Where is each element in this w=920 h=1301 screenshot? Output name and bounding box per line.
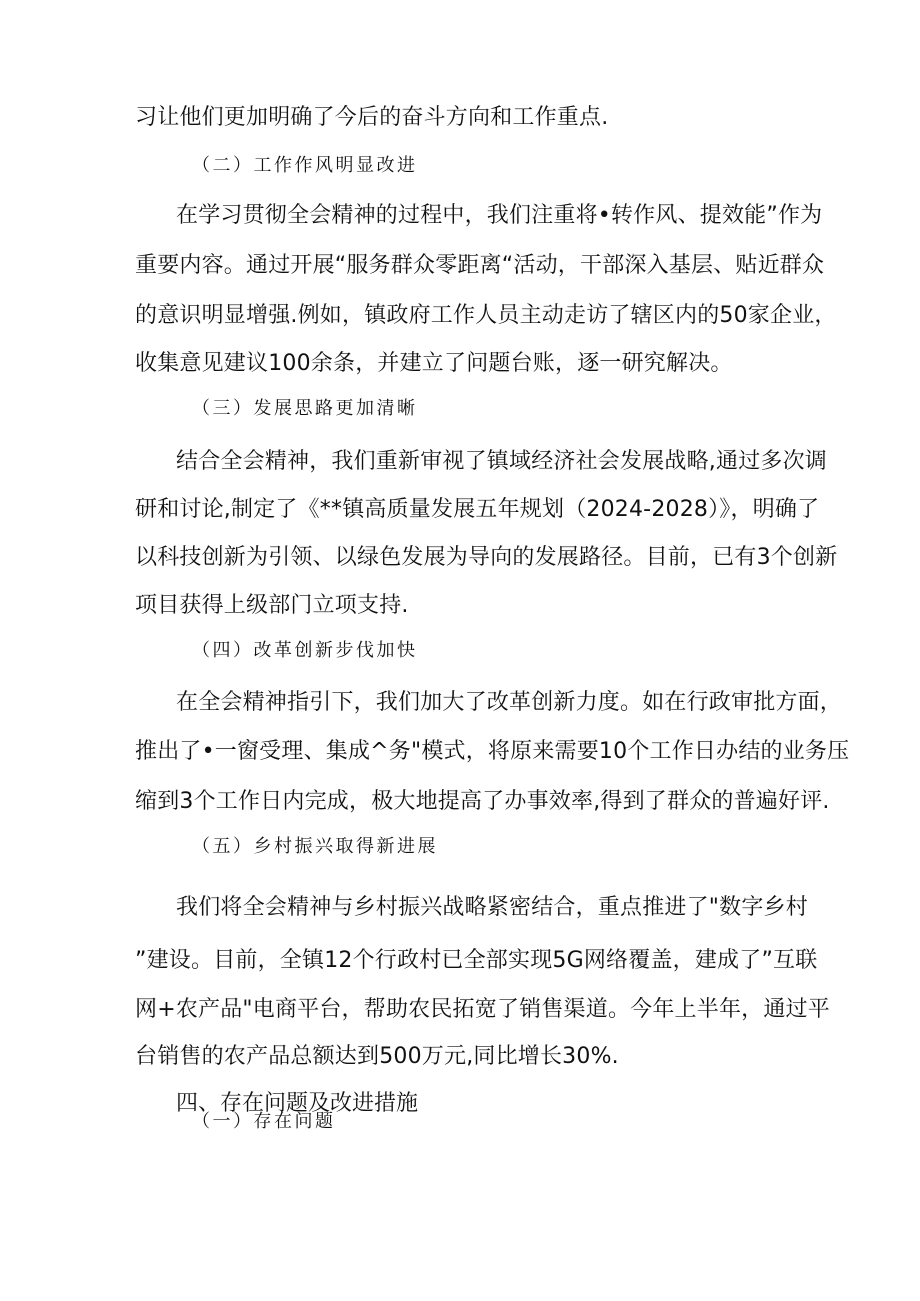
paragraph-line: 我们将全会精神与乡村振兴战略紧密结合，重点推进了"数字乡村	[176, 895, 808, 920]
paragraph-line: 收集意见建议100余条，并建立了问题台账，逐一研究解决。	[135, 351, 733, 376]
paragraph-line: 缩到3个工作日内完成，极大地提高了办事效率,得到了群众的普遍好评.	[135, 789, 830, 814]
paragraph-line: 在全会精神指引下，我们加大了改革创新力度。如在行政审批方面，	[176, 690, 843, 715]
paragraph-line: 在学习贯彻全会精神的过程中，我们注重将•转作风、提效能”作为	[176, 203, 823, 228]
subheading-development-ideas: （三）发展思路更加清晰	[192, 398, 418, 419]
subheading-rural-revitalization: （五）乡村振兴取得新进展	[192, 836, 438, 857]
subheading-existing-problems: （一）存在问题	[192, 1111, 336, 1132]
paragraph-line: 网+农产品"电商平台，帮助农民拓宽了销售渠道。今年上半年，通过平	[135, 997, 830, 1022]
subheading-reform-innovation: （四）改革创新步伐加快	[192, 640, 418, 661]
paragraph-line: 台销售的农产品总额达到500万元,同比增长30%.	[135, 1044, 619, 1069]
section-heading-problems: 四、存在问题及改进措施	[176, 1091, 419, 1116]
paragraph-line: 项目获得上级部门立项支持.	[135, 593, 409, 618]
paragraph-line: 的意识明显增强.例如，镇政府工作人员主动走访了辖区内的50家企业，	[135, 303, 837, 328]
paragraph-line: 习让他们更加明确了今后的奋斗方向和工作重点.	[135, 105, 609, 130]
paragraph-line: 重要内容。通过开展“服务群众零距离“活动，干部深入基层、贴近群众	[135, 253, 825, 278]
paragraph-line: 推出了•一窗受理、集成^务"模式，将原来需要10个工作日办结的业务压	[135, 739, 850, 764]
paragraph-line: ”建设。目前，全镇12个行政村已全部实现5G网络覆盖，建成了”互联	[135, 948, 818, 973]
paragraph-line: 结合全会精神，我们重新审视了镇域经济社会发展战略,通过多次调	[176, 449, 827, 474]
paragraph-line: 以科技创新为引领、以绿色发展为导向的发展路径。目前，已有3个创新	[135, 545, 838, 570]
subheading-work-style: （二）工作作风明显改进	[192, 155, 418, 176]
paragraph-line: 研和讨论,制定了《**镇高质量发展五年规划（2024-2028）》，明确了	[135, 497, 820, 522]
